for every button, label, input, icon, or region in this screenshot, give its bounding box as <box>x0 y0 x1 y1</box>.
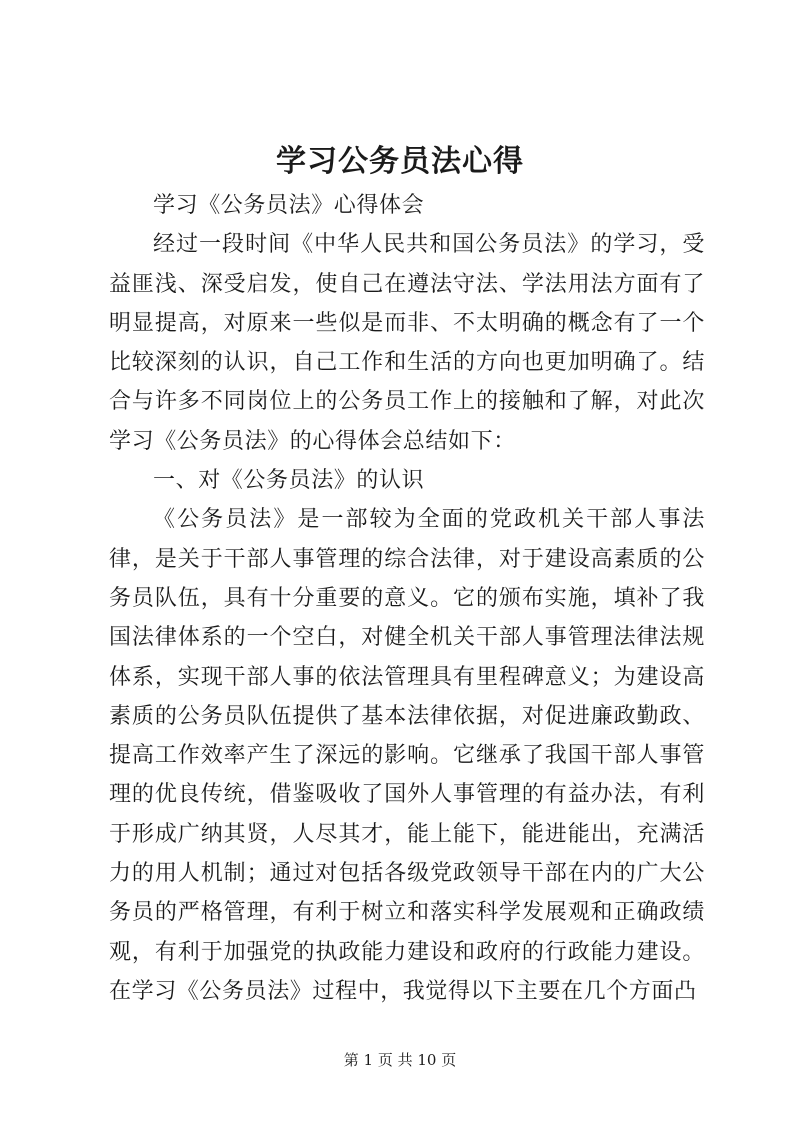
document-body <box>109 186 705 1011</box>
subtitle-paragraph: 学习《公务员法》心得体会 <box>153 193 425 218</box>
document-title: 学习公务员法心得 <box>276 144 524 179</box>
section-paragraph: 《公务员法》是一部较为全面的党政机关干部人事法律，是关于干部人事管理的综合法律，对于建设高素质的公务员队伍，具有十分重要的意义。它的颁布实施，填补了我国法律体系的一个空白，对健全机关干部人事管理法律法规体系，实现干部人事的依法管理具有里程碑意义；为建设高素质的公务员队伍提供了基本法律依据，对促进廉政勤政、提高工作效率产生了深远的影响。它继承了我国干部人事管理的优良传统，借鉴吸收了国外人事管理的有益办法，有利于形成广纳其贤，人尽其才，能上能下，能进能出，充满活力的用人机制；通过对包括各级党政领导干部在内的广大公务员的严格管理，有利于树立和落实科学发展观和正确政绩观，有利于加强党的执政能力建设和政府的行政能力建设。在学习《公务员法》过程中，我觉得以下主要在几个方面凸 <box>109 507 705 1004</box>
intro-paragraph: 经过一段时间《中华人民共和国公务员法》的学习，受益匪浅、深受启发，使自己在遵法守法、学法用法方面有了明显提高，对原来一些似是而非、不太明确的概念有了一个比较深刻的认识，自己工作和生活的方向也更加明确了。结合与许多不同岗位上的公务员工作上的接触和了解，对此次学习《公务员法》的心得体会总结如下： <box>109 232 705 454</box>
page-footer: 第 1 页 共 10 页 <box>343 1051 457 1069</box>
section-heading: 一、对《公务员法》的认识 <box>153 468 425 494</box>
